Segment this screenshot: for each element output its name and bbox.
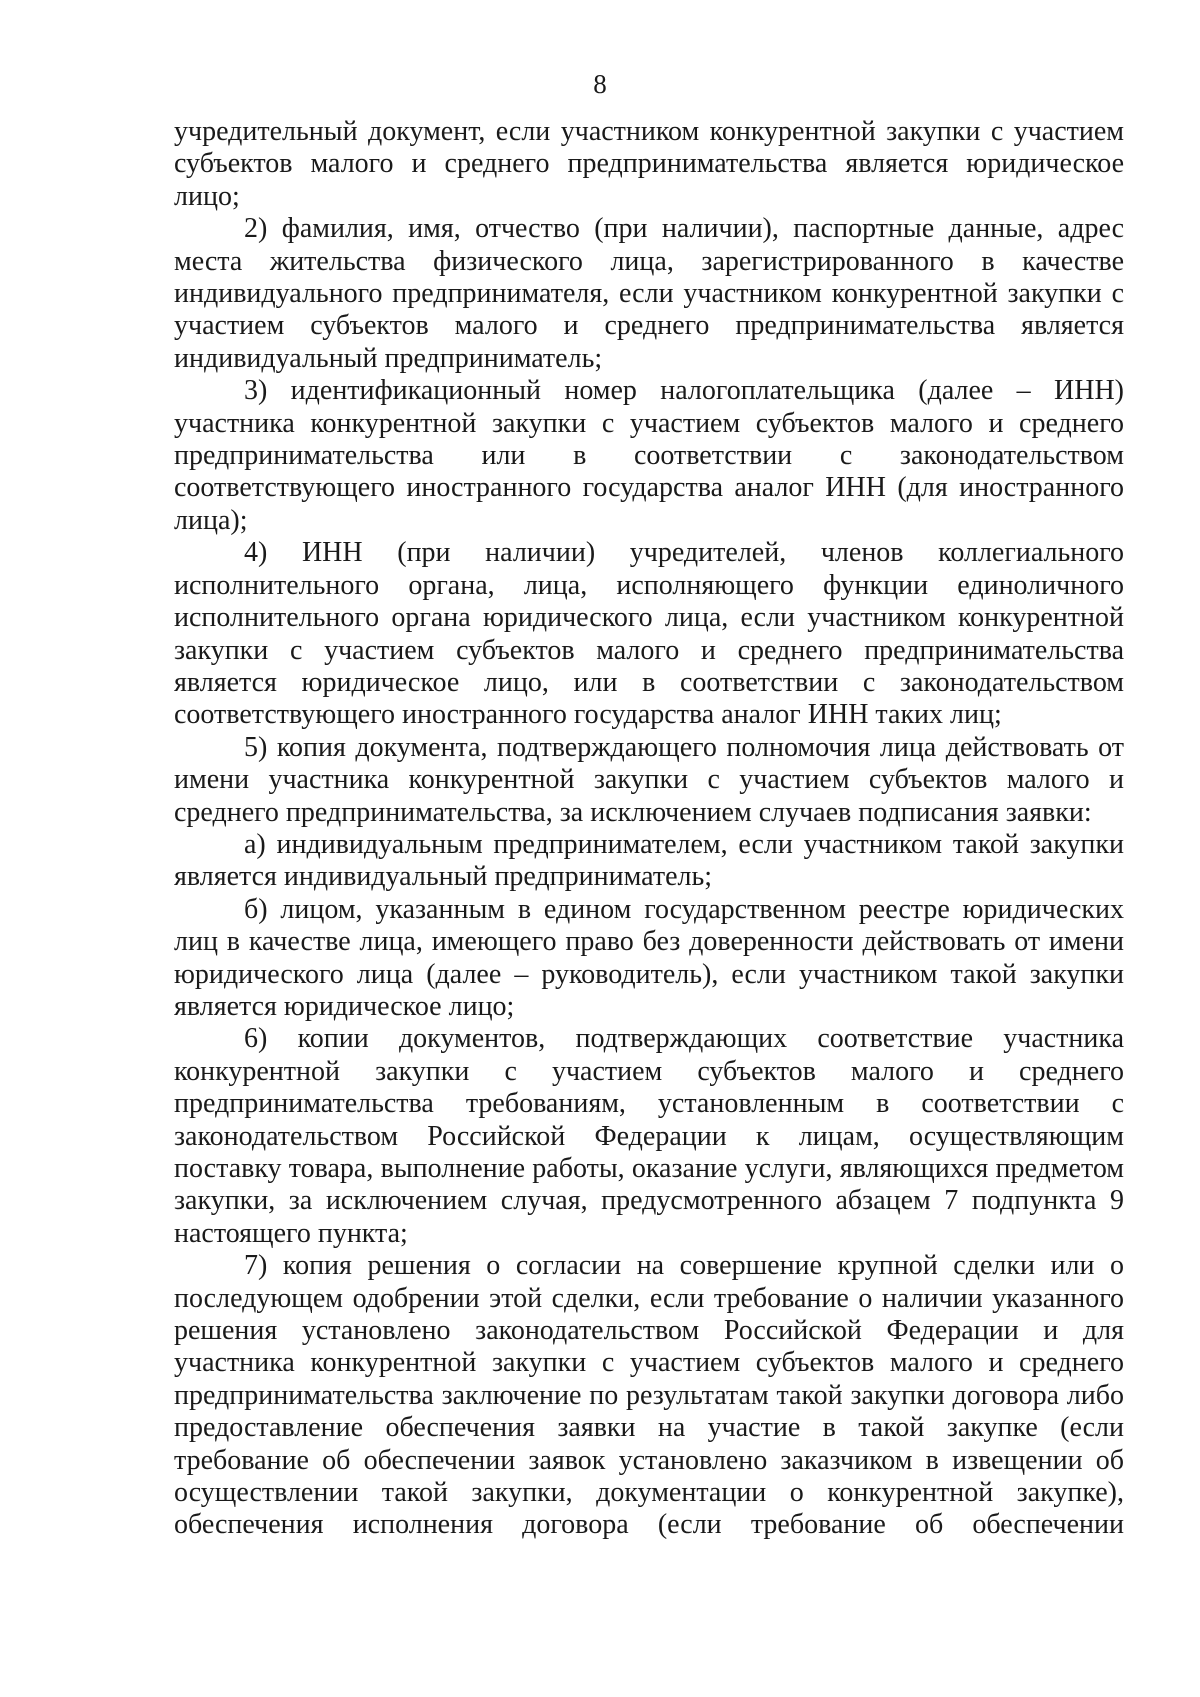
paragraph-item-7: 7) копия решения о согласии на совершение крупной сделки или о последующем одобрении этой сделки, если требование о наличии указанного решения установлено законодательством Российской Федерации и для участника конкурентной закупки с участием субъектов малого и среднего предпринимательства заключение по результатам такой закупки договора либо предоставление обеспечения заявки на участие в такой закупке (если требование об обеспечении заявок установлено заказчиком в извещении об осуществлении такой закупки, документации о конкурентной закупке), обеспечения исполнения договора (если требование об обеспечении — [174, 1250, 1124, 1541]
paragraph-item-5: 5) копия документа, подтверждающего полномочия лица действовать от имени участника конкурентной закупки с участием субъектов малого и среднего предпринимательства, за исключением случаев подписания заявки: — [174, 731, 1124, 828]
paragraph-subitem-b: б) лицом, указанным в едином государственном реестре юридических лиц в качестве лица, имеющего право без доверенности действовать от имени юридического лица (далее – руководитель), если участником такой закупки является юридическое лицо; — [174, 893, 1124, 1022]
page-number: 8 — [593, 69, 607, 99]
paragraph-continuation: учредительный документ, если участником конкурентной закупки с участием субъектов малого и среднего предпринимательства является юридическое лицо; — [174, 116, 1124, 212]
paragraph-item-3: 3) идентификационный номер налогоплательщика (далее – ИНН) участника конкурентной закупки с участием субъектов малого и среднего предпринимательства или в соответствии с законодательством соответствующего иностранного государства аналог ИНН (для иностранного лица); — [174, 375, 1124, 536]
paragraph-item-4: 4) ИНН (при наличии) учредителей, членов коллегиального исполнительного органа, лица, исполняющего функции единоличного исполнительного органа юридического лица, если участником конкурентной закупки с участием субъектов малого и среднего предпринимательства является юридическое лицо, или в соответствии с законодательством соответствующего иностранного государства аналог ИНН таких лиц; — [174, 537, 1124, 731]
document-body — [174, 116, 1124, 1542]
paragraph-item-6: 6) копии документов, подтверждающих соответствие участника конкурентной закупки с участием субъектов малого и среднего предпринимательства требованиям, установленным в соответствии с законодательством Российской Федерации к лицам, осуществляющим поставку товара, выполнение работы, оказание услуги, являющихся предметом закупки, за исключением случая, предусмотренного абзацем 7 подпункта 9 настоящего пункта; — [174, 1023, 1124, 1249]
paragraph-item-2: 2) фамилия, имя, отчество (при наличии), паспортные данные, адрес места жительства физического лица, зарегистрированного в качестве индивидуального предпринимателя, если участником конкурентной закупки с участием субъектов малого и среднего предпринимательства является индивидуальный предприниматель; — [174, 213, 1124, 374]
paragraph-subitem-a: а) индивидуальным предпринимателем, если участником такой закупки является индивидуальный предприниматель; — [174, 828, 1124, 893]
